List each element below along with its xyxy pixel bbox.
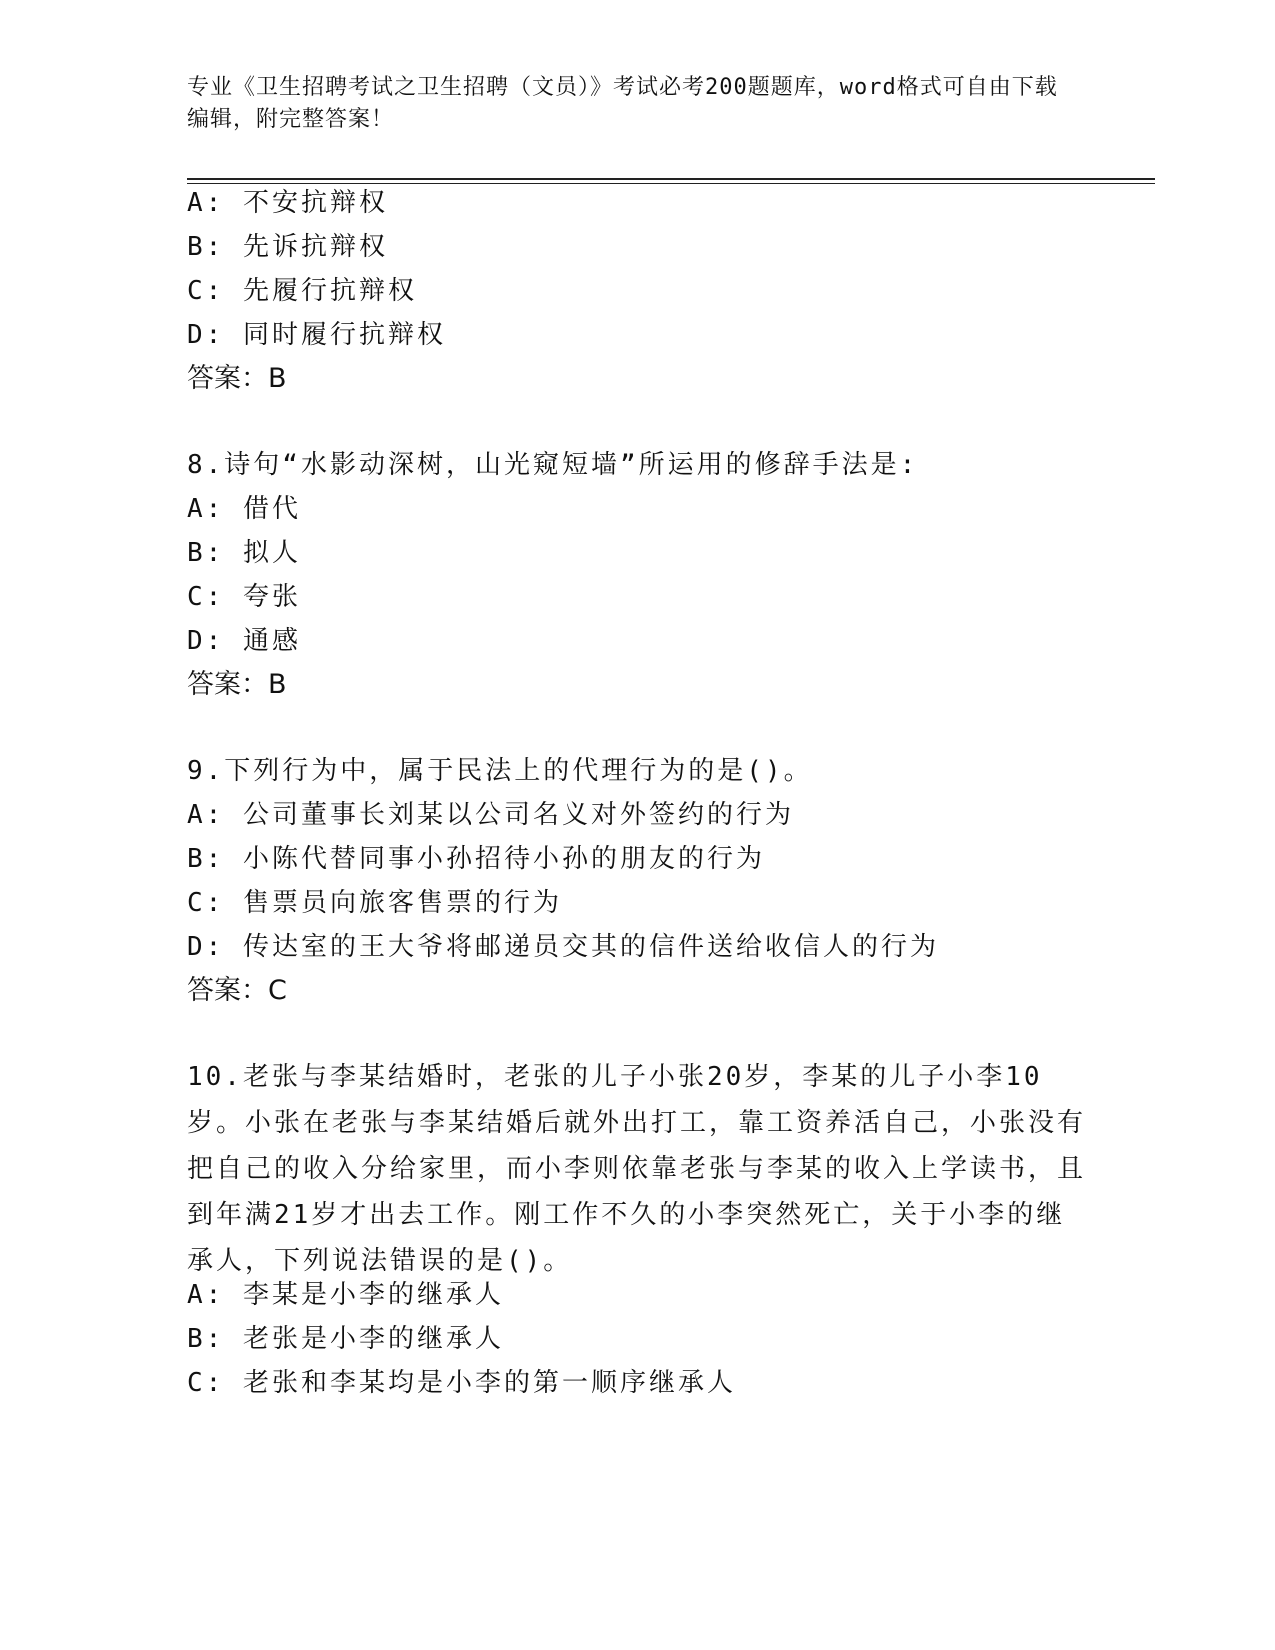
prev-option-c: C: 先履行抗辩权 [187,276,417,306]
header-rule-thick [187,178,1155,180]
prev-option-a: A: 不安抗辩权 [187,188,388,218]
prev-option-d: D: 同时履行抗辩权 [187,320,446,350]
q9-answer: 答案：C [187,975,287,1006]
q9-text: 9.下列行为中，属于民法上的代理行为的是()。 [187,756,813,786]
q8-option-b: B: 拟人 [187,538,301,568]
prev-option-b: B: 先诉抗辩权 [187,232,388,262]
q9-option-b: B: 小陈代替同事小孙招待小孙的朋友的行为 [187,844,765,874]
prev-answer: 答案：B [187,363,287,394]
q10-option-a: A: 李某是小李的继承人 [187,1280,504,1310]
header-rule-thin [187,183,1155,184]
q9-option-d: D: 传达室的王大爷将邮递员交其的信件送给收信人的行为 [187,932,939,962]
q8-option-c: C: 夸张 [187,582,301,612]
q10-option-b: B: 老张是小李的继承人 [187,1324,504,1354]
q10-text: 10.老张与李某结婚时，老张的儿子小张20岁，李某的儿子小李10岁。小张在老张与李某结婚后就外出打工，靠工资养活自己，小张没有把自己的收入分给家里，而小李则依靠老张与李某的收入上学读书，且到年满21岁才出去工作。刚工作不久的小李突然死亡，关于小李的继承人，下列说法错误的是()。 [187,1062,1087,1276]
q9-option-c: C: 售票员向旅客售票的行为 [187,888,562,918]
q10-option-c: C: 老张和李某均是小李的第一顺序继承人 [187,1368,736,1398]
document-header: 专业《卫生招聘考试之卫生招聘（文员）》考试必考200题题库，word格式可自由下载编辑，附完整答案！ [187,75,1058,132]
q9-option-a: A: 公司董事长刘某以公司名义对外签约的行为 [187,800,794,830]
q8-answer: 答案：B [187,669,287,700]
q8-option-a: A: 借代 [187,494,301,524]
q8-text: 8.诗句“水影动深树，山光窥短墙”所运用的修辞手法是: [187,450,919,480]
q8-option-d: D: 通感 [187,626,301,656]
